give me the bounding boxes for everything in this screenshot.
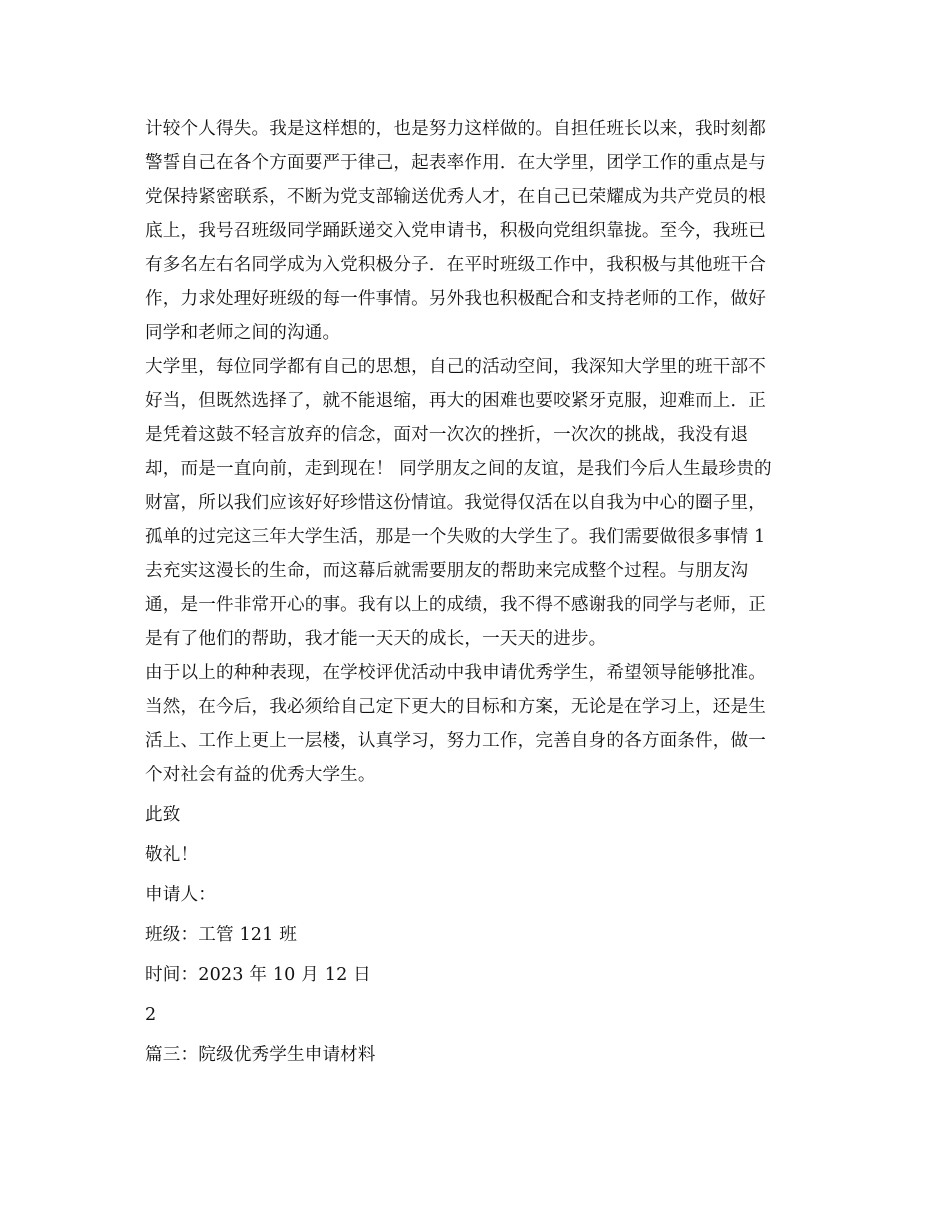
text-line: 是凭着这鼓不轻言放弃的信念，面对一次次的挫折，一次次的挑战，我没有退 xyxy=(145,425,749,445)
text-line: 作，力求处理好班级的每一件事情。另外我也积极配合和支持老师的工作，做好 xyxy=(145,289,767,309)
text-line: 计较个人得失。我是这样想的，也是努力这样做的。自担任班长以来，我时刻都 xyxy=(145,119,767,139)
section-heading: 篇三：院级优秀学生申请材料 xyxy=(145,1045,376,1065)
text-line: 警誓自己在各个方面要严于律己，起表率作用．在大学里，团学工作的重点是与 xyxy=(145,153,767,173)
text-line: 通，是一件非常开心的事。我有以上的成绩，我不得不感谢我的同学与老师，正 xyxy=(145,595,767,615)
text-line: 却，而是一直向前，走到现在！ 同学朋友之间的友谊，是我们今后人生最珍贵的 xyxy=(145,459,772,479)
text-line: 是有了他们的帮助，我才能一天天的成长，一天天的进步。 xyxy=(145,629,607,649)
closing-line: 此致 xyxy=(145,805,181,825)
text-line: 活上、工作上更上一层楼，认真学习，努力工作，完善自身的各方面条件，做一 xyxy=(145,731,767,751)
text-line: 有多名左右名同学成为入党积极分子．在平时班级工作中，我积极与其他班干合 xyxy=(145,255,767,275)
text-line: 去充实这漫长的生命，而这幕后就需要朋友的帮助来完成整个过程。与朋友沟 xyxy=(145,561,749,581)
applicant-line: 申请人： xyxy=(145,885,216,905)
text-line: 底上，我号召班级同学踊跃递交入党申请书，积极向党组织靠拢。至今，我班已 xyxy=(145,221,767,241)
text-line: 财富，所以我们应该好好珍惜这份情谊。我觉得仅活在以自我为中心的圈子里， xyxy=(145,493,767,513)
text-line: 同学和老师之间的沟通。 xyxy=(145,323,341,343)
text-line: 党保持紧密联系，不断为党支部输送优秀人才，在自己已荣耀成为共产党员的根 xyxy=(145,187,767,207)
text-line: 个对社会有益的优秀大学生。 xyxy=(145,765,376,785)
date-line: 时间：2023 年 10 月 12 日 xyxy=(145,965,371,985)
class-line: 班级：工管 121 班 xyxy=(145,925,297,945)
salutation-line: 敬礼！ xyxy=(145,845,199,865)
page-number: 2 xyxy=(145,1005,157,1025)
text-line: 孤单的过完这三年大学生活，那是一个失败的大学生了。我们需要做很多事情 1 xyxy=(145,527,766,547)
text-line: 由于以上的种种表现，在学校评优活动中我申请优秀学生，希望领导能够批准。 xyxy=(145,663,767,683)
text-line: 好当，但既然选择了，就不能退缩，再大的困难也要咬紧牙克服，迎难而上．正 xyxy=(145,391,767,411)
text-line: 当然，在今后，我必须给自己定下更大的目标和方案，无论是在学习上，还是生 xyxy=(145,697,767,717)
text-line: 大学里，每位同学都有自己的思想，自己的活动空间，我深知大学里的班干部不 xyxy=(145,357,767,377)
